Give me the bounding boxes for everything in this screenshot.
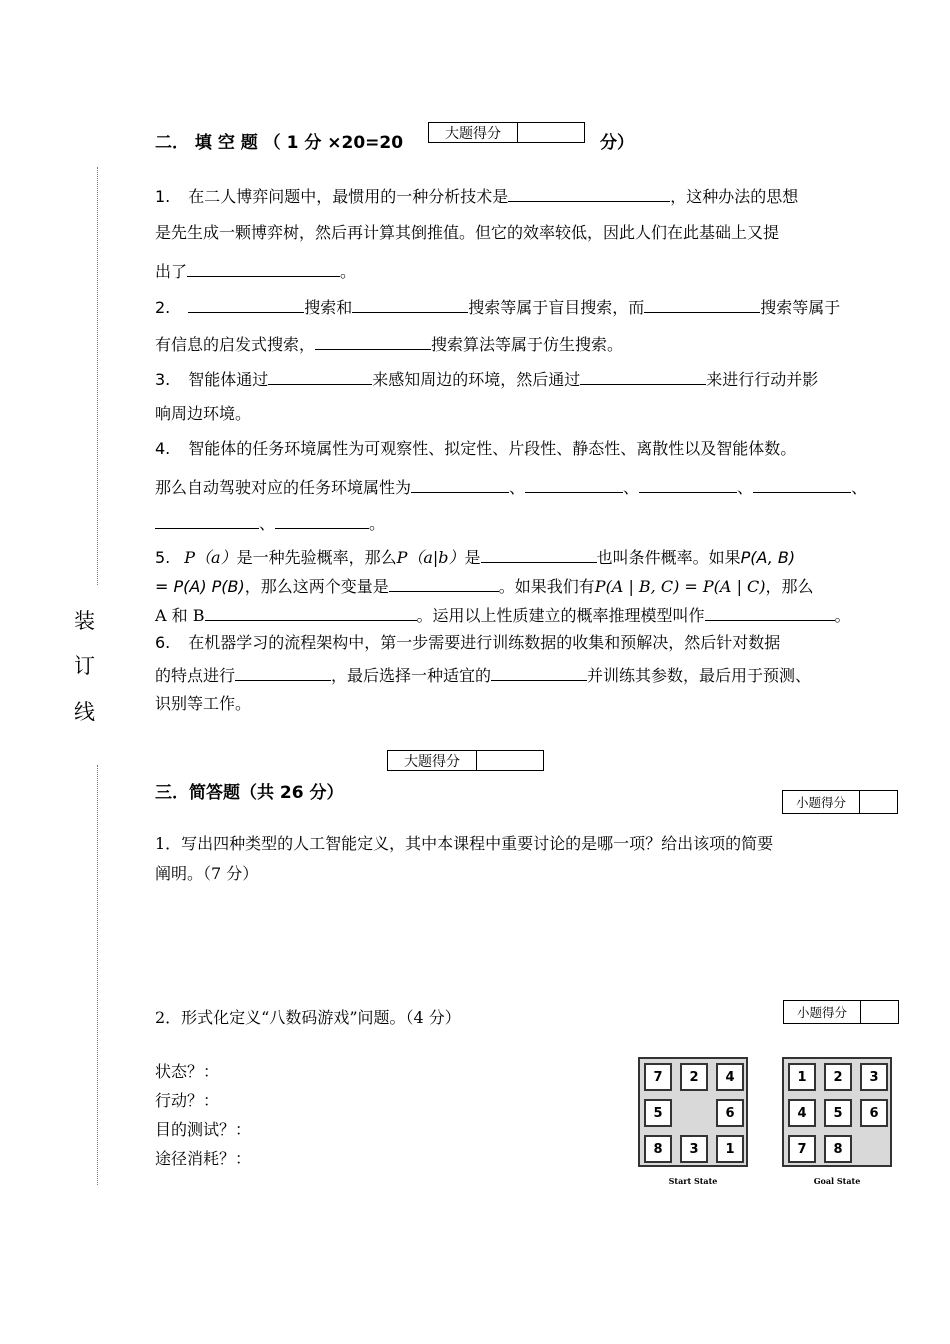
q4-sep-2: 、 bbox=[623, 478, 640, 497]
q1-line-2: 是先生成一颗博弈树，然后再计算其倒推值。但它的效率较低，因此人们在此基础上又提 bbox=[155, 223, 780, 242]
q5-prior: P（a） bbox=[184, 548, 237, 567]
sq2-item-goal-test: 目的测试？： bbox=[155, 1120, 252, 1139]
q5-text-h: 。运用以上性质建立的概率推理模型叫作 bbox=[416, 606, 705, 625]
q1-blank-2[interactable] bbox=[187, 262, 340, 277]
q1-text-a: 在二人博弈问题中，最惯用的一种分析技术是 bbox=[188, 187, 509, 206]
start-tile-8: 3 bbox=[680, 1135, 708, 1163]
q4-blank-4[interactable] bbox=[753, 478, 851, 493]
q4-blank-3[interactable] bbox=[639, 478, 737, 493]
q4-sep-3: 、 bbox=[737, 478, 754, 497]
sq1-line-2: 阐明。（7 分） bbox=[155, 864, 259, 883]
q6-line-2 bbox=[155, 666, 811, 684]
q1-text-c: 出了 bbox=[155, 262, 188, 281]
sq1-score-box bbox=[782, 790, 898, 814]
goal-tile-6: 6 bbox=[860, 1099, 888, 1127]
goal-tile-2: 2 bbox=[824, 1063, 852, 1091]
q2-number: 2. bbox=[155, 298, 171, 317]
sq2-item-action: 行动？： bbox=[155, 1091, 220, 1110]
q6-blank-1[interactable] bbox=[235, 666, 331, 681]
goal-tile-4: 4 bbox=[788, 1099, 816, 1127]
q6-line-3: 识别等工作。 bbox=[155, 694, 252, 713]
q3-text-b: 来感知周边的环境，然后通过 bbox=[372, 370, 581, 389]
q5-formula-1a: P(A, B) bbox=[740, 548, 796, 567]
q5-formula-1b: = P(A) P(B) bbox=[155, 577, 245, 596]
q2-text-d: 有信息的启发式搜索， bbox=[155, 335, 316, 354]
goal-tile-8: 8 bbox=[824, 1135, 852, 1163]
q2-blank-4[interactable] bbox=[315, 335, 431, 350]
q5-formula-2: P(A | B, C) = P(A | C) bbox=[594, 577, 766, 596]
binding-char-2: 订 bbox=[74, 654, 95, 678]
q4-sep-1: 、 bbox=[509, 478, 526, 497]
q5-blank-1[interactable] bbox=[481, 548, 597, 563]
q4-end: 。 bbox=[369, 514, 386, 533]
q4-blank-5[interactable] bbox=[155, 514, 259, 529]
sq2-item-path-cost: 途径消耗？： bbox=[155, 1149, 252, 1168]
q5-text-c: 也叫条件概率。如果 bbox=[596, 548, 741, 567]
q3-text-a: 智能体通过 bbox=[188, 370, 269, 389]
sq2-score-label: 小题得分 bbox=[784, 1001, 861, 1023]
start-tile-2: 2 bbox=[680, 1063, 708, 1091]
q1-text-d: 。 bbox=[340, 262, 357, 281]
q2-line-1 bbox=[155, 298, 840, 316]
q4-sep-4: 、 bbox=[851, 478, 868, 497]
q5-blank-2[interactable] bbox=[389, 577, 499, 592]
q5-line-3 bbox=[155, 606, 851, 624]
q5-text-g: A 和 B bbox=[155, 606, 205, 625]
q4-line-3 bbox=[155, 514, 385, 532]
q5-text-b: 是 bbox=[464, 548, 481, 567]
q1-line-1 bbox=[155, 187, 798, 205]
start-tile-4: 5 bbox=[644, 1099, 672, 1127]
q3-line-1 bbox=[155, 370, 818, 388]
q4-line-1 bbox=[155, 441, 796, 457]
sq1-line-1: 1．写出四种类型的人工智能定义，其中本课程中重要讨论的是哪一项？给出该项的简要 bbox=[155, 834, 774, 853]
binding-dotted-line-top bbox=[97, 167, 98, 585]
sq1-score-value[interactable] bbox=[860, 791, 897, 813]
q6-blank-2[interactable] bbox=[491, 666, 587, 681]
q1-blank-1[interactable] bbox=[508, 187, 670, 202]
q3-blank-1[interactable] bbox=[268, 370, 372, 385]
section2-score-label: 大题得分 bbox=[429, 123, 518, 142]
section2-title-suffix: 分） bbox=[600, 133, 634, 153]
q3-blank-2[interactable] bbox=[580, 370, 706, 385]
q4-line-2 bbox=[155, 478, 867, 496]
start-state-board bbox=[638, 1057, 748, 1167]
sq2-score-value[interactable] bbox=[861, 1001, 898, 1023]
q4-blank-2[interactable] bbox=[525, 478, 623, 493]
section3-score-box bbox=[387, 750, 544, 771]
goal-tile-7: 7 bbox=[788, 1135, 816, 1163]
q6-text-a: 在机器学习的流程架构中，第一步需要进行训练数据的收集和预解决，然后针对数据 bbox=[188, 633, 781, 652]
q4-blank-1[interactable] bbox=[411, 478, 509, 493]
q5-text-i: 。 bbox=[834, 606, 851, 625]
goal-tile-5: 5 bbox=[824, 1099, 852, 1127]
q2-text-c: 搜索等属于 bbox=[760, 298, 841, 317]
goal-state-board bbox=[782, 1057, 892, 1167]
q6-text-b: 的特点进行 bbox=[155, 666, 236, 685]
q5-number: 5. bbox=[155, 548, 171, 567]
section2-title: 二． 填 空 题 （ 1 分 ×20=20 bbox=[155, 133, 404, 153]
goal-state-caption: Goal State bbox=[813, 1176, 861, 1186]
start-tile-1: 7 bbox=[644, 1063, 672, 1091]
sq2-title: 2．形式化定义“八数码游戏”问题。（4 分） bbox=[155, 1008, 461, 1027]
section2-score-box bbox=[428, 122, 585, 143]
q5-text-f: ，那么 bbox=[765, 577, 814, 596]
binding-char-1: 装 bbox=[74, 609, 95, 633]
section2-score-value[interactable] bbox=[518, 123, 584, 142]
q5-blank-3[interactable] bbox=[205, 606, 417, 621]
start-tile-7: 8 bbox=[644, 1135, 672, 1163]
q6-line-1 bbox=[155, 635, 780, 651]
q4-blank-6[interactable] bbox=[275, 514, 369, 529]
binding-char-3: 线 bbox=[74, 700, 95, 724]
q5-line-1 bbox=[155, 548, 795, 566]
start-state-caption: Start State bbox=[668, 1176, 718, 1186]
sq2-score-box bbox=[783, 1000, 899, 1024]
q3-line-2: 响周边环境。 bbox=[155, 404, 252, 423]
q2-blank-3[interactable] bbox=[644, 298, 760, 313]
q5-text-a: 是一种先验概率，那么 bbox=[236, 548, 397, 567]
start-tile-3: 4 bbox=[716, 1063, 744, 1091]
q2-blank-1[interactable] bbox=[188, 298, 304, 313]
q3-number: 3. bbox=[155, 370, 171, 389]
goal-tile-1: 1 bbox=[788, 1063, 816, 1091]
q1-number: 1. bbox=[155, 187, 171, 206]
q1-line-3 bbox=[155, 262, 356, 280]
q2-line-2 bbox=[155, 335, 623, 353]
q4-sep-5: 、 bbox=[259, 514, 276, 533]
q4-text-a: 智能体的任务环境属性为可观察性、拟定性、片段性、静态性、离散性以及智能体数。 bbox=[188, 439, 797, 458]
q5-blank-4[interactable] bbox=[705, 606, 835, 621]
q4-number: 4. bbox=[155, 439, 171, 458]
q5-text-d: ，那么这两个变量是 bbox=[244, 577, 389, 596]
sq2-item-state: 状态？： bbox=[155, 1062, 220, 1081]
q6-text-c: ，最后选择一种适宜的 bbox=[331, 666, 492, 685]
q3-text-c: 来进行行动并影 bbox=[706, 370, 819, 389]
goal-tile-3: 3 bbox=[860, 1063, 888, 1091]
section3-title: 三．简答题（共 26 分） bbox=[155, 783, 344, 803]
start-tile-9: 1 bbox=[716, 1135, 744, 1163]
section3-score-value[interactable] bbox=[477, 751, 543, 770]
q5-posterior: P（a|b） bbox=[396, 548, 465, 567]
sq1-score-label: 小题得分 bbox=[783, 791, 860, 813]
q2-text-a: 搜索和 bbox=[304, 298, 353, 317]
q6-text-d: 并训练其参数，最后用于预测、 bbox=[587, 666, 812, 685]
q2-text-e: 搜索算法等属于仿生搜索。 bbox=[431, 335, 624, 354]
binding-dotted-line-bottom bbox=[97, 765, 98, 1185]
q5-line-2 bbox=[155, 577, 814, 595]
q5-text-e: 。如果我们有 bbox=[498, 577, 595, 596]
q4-text-b: 那么自动驾驶对应的任务环境属性为 bbox=[155, 478, 412, 497]
q2-text-b: 搜索等属于盲目搜索，而 bbox=[468, 298, 645, 317]
start-tile-6: 6 bbox=[716, 1099, 744, 1127]
q6-number: 6. bbox=[155, 633, 171, 652]
q2-blank-2[interactable] bbox=[352, 298, 468, 313]
section3-score-label: 大题得分 bbox=[388, 751, 477, 770]
q1-text-b: ，这种办法的思想 bbox=[670, 187, 799, 206]
